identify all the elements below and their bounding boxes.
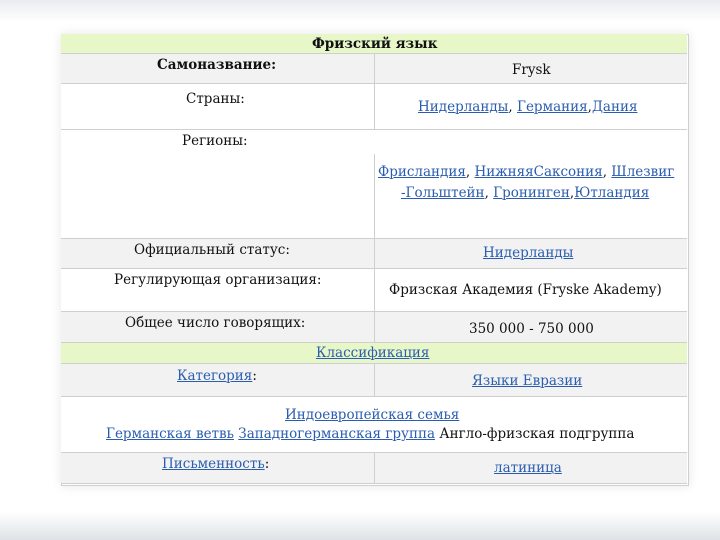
- regions-label: Регионы:: [182, 133, 248, 149]
- countries-label: Страны:: [186, 91, 245, 107]
- speakers-row: [61, 312, 687, 343]
- speakers-value: 350 000 - 750 000: [469, 321, 594, 337]
- top-shadow: [0, 0, 720, 22]
- link-writing-system[interactable]: Письменность: [162, 456, 265, 472]
- link-classification[interactable]: Классификация: [316, 345, 430, 361]
- link-holstein[interactable]: -Гольштейн: [401, 185, 485, 201]
- official-status-label: Официальный статус:: [134, 242, 290, 258]
- bottom-shadow: [0, 512, 720, 540]
- link-latin-script[interactable]: латиница: [494, 460, 562, 476]
- regulator-value: Фризская Академия (Fryske Akademy): [389, 282, 662, 298]
- link-official-netherlands[interactable]: Нидерланды: [483, 245, 574, 261]
- link-category[interactable]: Категория: [177, 368, 253, 384]
- link-denmark[interactable]: Дания: [591, 99, 638, 115]
- self-name-value: Frysk: [512, 62, 551, 78]
- countries-row: [61, 84, 687, 130]
- link-groningen[interactable]: Гронинген: [493, 185, 570, 201]
- regulator-row: [61, 269, 687, 312]
- link-germany[interactable]: Германия: [517, 99, 588, 115]
- link-germanic-branch[interactable]: Германская ветвь: [106, 426, 234, 442]
- link-friesland[interactable]: Фрисландия: [378, 164, 466, 180]
- family-row: [61, 397, 687, 453]
- link-schleswig[interactable]: Шлезвиг: [611, 164, 675, 180]
- link-jutland[interactable]: Ютландия: [574, 185, 650, 201]
- link-languages-of-eurasia[interactable]: Языки Евразии: [472, 373, 583, 389]
- category-row: Категория: Языки Евразии: [61, 364, 687, 397]
- regions-line-1: Фрисландия, НижняяСаксония, Шлезвиг: [378, 164, 675, 180]
- classification-row: [61, 343, 687, 364]
- link-west-germanic[interactable]: Западногерманская группа: [238, 426, 436, 442]
- link-lower-saxony[interactable]: НижняяСаксония: [474, 164, 603, 180]
- self-name-label: Самоназвание:: [157, 57, 277, 73]
- regions-row: [61, 130, 687, 239]
- regions-line-2: -Гольштейн, Гронинген,Ютландия: [401, 185, 650, 201]
- countries-values: Нидерланды, Германия,Дания: [418, 99, 638, 115]
- subgroup-text: Англо-фризская подгруппа: [439, 426, 635, 442]
- family-line-2: [106, 426, 634, 442]
- speakers-label: Общее число говорящих:: [125, 315, 306, 331]
- self-name-row: [61, 54, 687, 84]
- link-netherlands[interactable]: Нидерланды: [418, 99, 509, 115]
- regulator-label: Регулирующая организация:: [114, 272, 322, 288]
- official-status-row: [61, 239, 687, 269]
- title-row: [61, 34, 687, 54]
- script-row: Письменность: латиница: [61, 453, 687, 484]
- link-indo-european[interactable]: Индоевропейская семья: [285, 407, 460, 423]
- infobox-title: Фризский язык: [312, 36, 438, 52]
